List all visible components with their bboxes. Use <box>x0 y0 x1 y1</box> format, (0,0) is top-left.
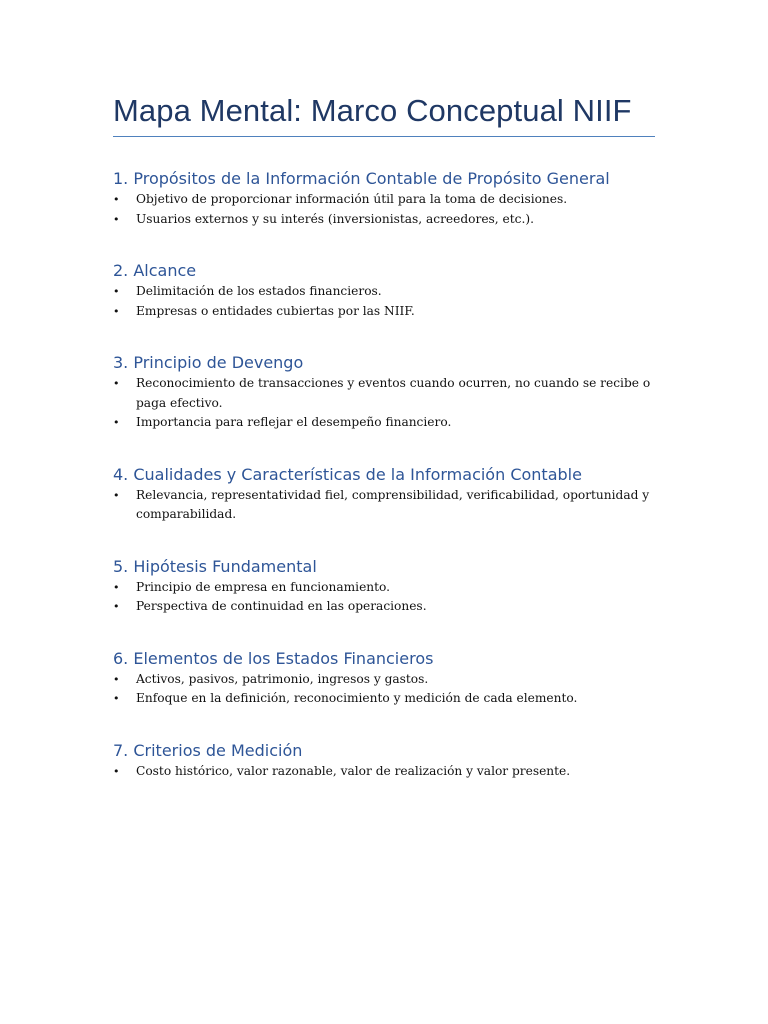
list-item-text: Delimitación de los estados financieros. <box>136 284 382 299</box>
document-title: Mapa Mental: Marco Conceptual NIIF <box>113 92 655 137</box>
bullet-icon: • <box>113 580 120 594</box>
section-elementos <box>113 648 655 709</box>
bullet-icon: • <box>113 672 120 686</box>
list-item-text: Relevancia, representatividad fiel, comprensibilidad, verificabilidad, oportunidad y comparabilidad. <box>136 487 650 522</box>
bullet-icon: • <box>113 304 120 318</box>
bullet-list <box>113 486 655 525</box>
list-item <box>113 486 655 525</box>
list-item <box>113 302 655 322</box>
list-item <box>113 210 655 230</box>
bullet-icon: • <box>113 377 120 391</box>
list-item <box>113 374 655 413</box>
list-item-text: Perspectiva de continuidad en las operaciones. <box>136 599 427 614</box>
bullet-icon: • <box>113 416 120 430</box>
section-hipotesis <box>113 556 655 617</box>
section-heading: 4. Cualidades y Características de la Información Contable <box>113 464 582 484</box>
section-heading: 3. Principio de Devengo <box>113 353 304 373</box>
bullet-list <box>113 578 655 617</box>
bullet-icon: • <box>113 692 120 706</box>
bullet-icon: • <box>113 193 120 207</box>
list-item-text: Enfoque en la definición, reconocimiento y medición de cada elemento. <box>136 691 578 706</box>
list-item-text: Importancia para reflejar el desempeño financiero. <box>136 415 452 430</box>
list-item <box>113 190 655 210</box>
bullet-list <box>113 762 655 782</box>
bullet-icon: • <box>113 764 120 778</box>
list-item-text: Objetivo de proporcionar información útil para la toma de decisiones. <box>136 192 568 207</box>
list-item <box>113 282 655 302</box>
list-item-text: Activos, pasivos, patrimonio, ingresos y gastos. <box>136 671 429 686</box>
list-item <box>113 413 655 433</box>
section-heading: 5. Hipótesis Fundamental <box>113 556 317 576</box>
list-item-text: Costo histórico, valor razonable, valor de realización y valor presente. <box>136 763 571 778</box>
section-heading: 1. Propósitos de la Información Contable de Propósito General <box>113 169 610 189</box>
list-item <box>113 689 655 709</box>
list-item <box>113 670 655 690</box>
list-item-text: Principio de empresa en funcionamiento. <box>136 579 391 594</box>
bullet-icon: • <box>113 488 120 502</box>
section-alcance <box>113 260 655 321</box>
list-item <box>113 762 655 782</box>
list-item-text: Empresas o entidades cubiertas por las NIIF. <box>136 303 415 318</box>
bullet-list <box>113 374 655 433</box>
bullet-icon: • <box>113 285 120 299</box>
section-cualidades <box>113 464 655 525</box>
bullet-icon: • <box>113 600 120 614</box>
section-propositos <box>113 168 655 229</box>
list-item <box>113 578 655 598</box>
list-item <box>113 597 655 617</box>
bullet-list <box>113 190 655 229</box>
document-page <box>113 92 655 781</box>
section-heading: 6. Elementos de los Estados Financieros <box>113 648 434 668</box>
list-item-text: Usuarios externos y su interés (inversionistas, acreedores, etc.). <box>136 211 534 226</box>
list-item-text: Reconocimiento de transacciones y eventos cuando ocurren, no cuando se recibe o paga efectivo. <box>136 376 651 410</box>
bullet-icon: • <box>113 212 120 226</box>
bullet-list <box>113 282 655 321</box>
bullet-list <box>113 670 655 709</box>
section-heading: 2. Alcance <box>113 261 197 281</box>
section-heading: 7. Criterios de Medición <box>113 740 303 760</box>
section-criterios-medicion <box>113 740 655 782</box>
section-principio-devengo <box>113 352 655 433</box>
